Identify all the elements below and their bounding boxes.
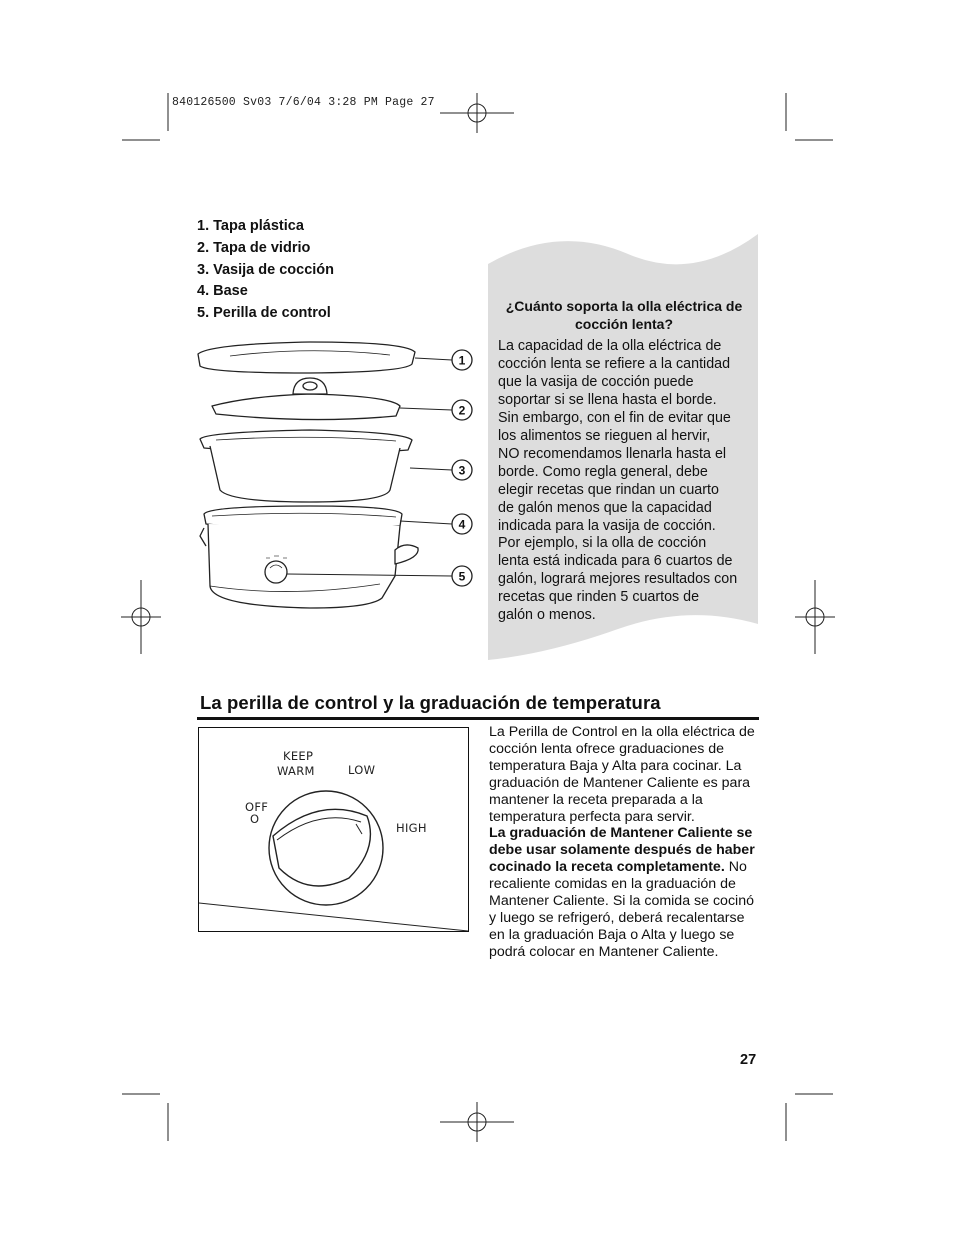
dial-off-symbol: O	[250, 812, 260, 826]
slow-cooker-exploded-illustration	[190, 336, 480, 626]
info-box-title: ¿Cuánto soporta la olla eléctrica de cocción lenta?	[505, 298, 743, 332]
parts-list	[197, 216, 334, 325]
body-warning	[489, 825, 759, 960]
dial-label-low: LOW	[348, 763, 376, 777]
callout-number: 3	[458, 463, 466, 478]
part-item: 2. Tapa de vidrio	[197, 239, 311, 256]
callout-number: 4	[458, 517, 466, 532]
control-dial-illustration	[198, 727, 469, 932]
printer-slug: 840126500 Sv03 7/6/04 3:28 PM Page 27	[172, 96, 435, 109]
part-item: 5. Perilla de control	[197, 305, 331, 322]
callout-number: 5	[458, 569, 466, 584]
dial-label-high: HIGH	[396, 821, 427, 835]
callout-number: 1	[458, 353, 466, 368]
section-rule	[197, 717, 759, 720]
body-bold-warning: La graduación de Mantener Caliente se debe usar solamente después de haber cocinado la receta completamente.	[489, 825, 755, 876]
capacity-info-box	[488, 234, 758, 660]
part-item: 3. Vasija de cocción	[197, 261, 335, 278]
dial-label-keep: KEEP	[283, 749, 314, 763]
dial-label-off: OFF	[245, 800, 269, 814]
dial-label-warm: WARM	[277, 764, 315, 778]
body-intro: La Perilla de Control en la olla eléctrica de cocción lenta ofrece graduaciones de temperatura Baja y Alta para cocinar. La graduación de Mantener Caliente es para mantener la receta preparada a la temperatura perfecta para servir.	[489, 724, 755, 825]
info-box-text: La capacidad de la olla eléctrica de cocción lenta se refiere a la cantidad que la vasija de cocción puede soportar si se llena hasta el borde. Sin embargo, con el fin de evitar que los alimentos se rieguen al hervir, NO recomendamos llenarla hasta el borde. Como regla general, debe elegir recetas que rindan un cuarto de galón menos que la capacidad indicada para la vasija de cocción. Por ejemplo, si la olla de cocción lenta está indicada para 6 cuartos de galón, logrará mejores resultados con recetas que rinden 5 cuartos de galón o menos.	[498, 338, 738, 624]
body-rest: No recaliente comidas en la graduación de Mantener Caliente. Si la comida se cocinó y luego se refrigeró, deberá recalentarse en la graduación Baja o Alta y luego se podrá colocar en Mantener Caliente.	[489, 859, 754, 960]
glass-lid-drawing	[212, 394, 400, 420]
page-number: 27	[740, 1052, 757, 1068]
control-dial-description	[489, 724, 759, 961]
plastic-lid-drawing	[198, 342, 415, 373]
part-item: 1. Tapa plástica	[197, 218, 304, 234]
section-heading: La perilla de control y la graduación de temperatura	[200, 692, 661, 713]
part-item: 4. Base	[197, 283, 248, 300]
callout-number: 2	[458, 403, 466, 418]
